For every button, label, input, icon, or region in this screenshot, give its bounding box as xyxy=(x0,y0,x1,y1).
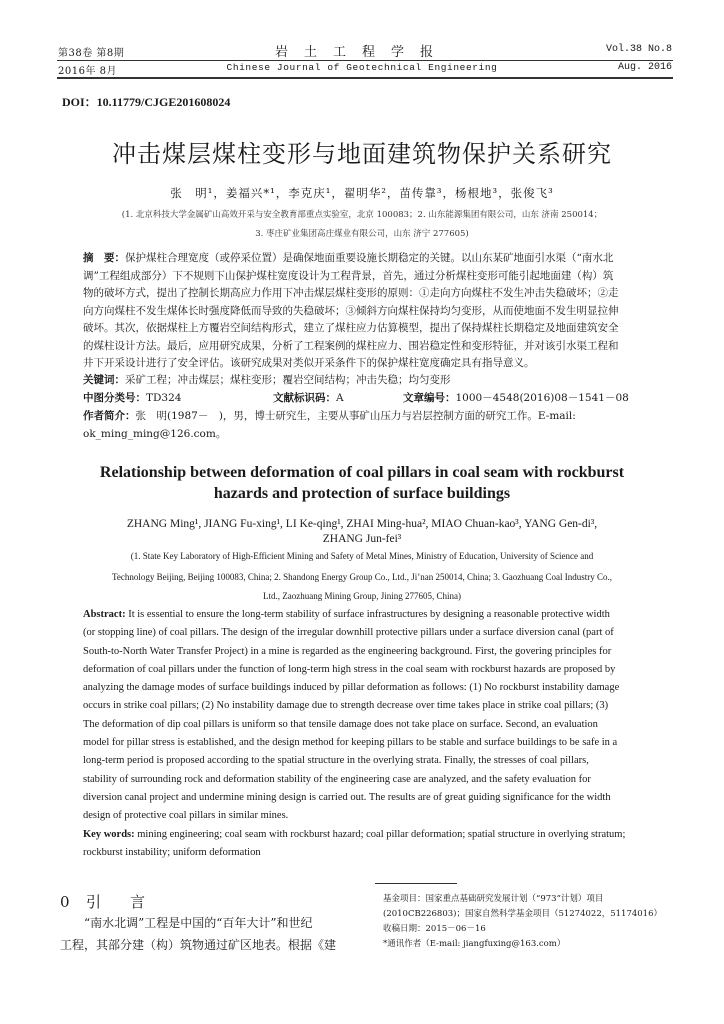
affiliation-cn-line: 3. 枣庄矿业集团高庄煤业有限公司，山东 济宁 277605) xyxy=(255,229,469,239)
affiliation-cn-line: (1. 北京科技大学金属矿山高效开采与安全教育部重点实验室，北京 100083；2. 山东能源集团有限公司，山东 济南 250014； xyxy=(121,210,603,220)
abstract-en-line: occurs in strike coal pillars; (2) No instability damage due to strength decrease over time takes place in strike coal pillars; (3) xyxy=(83,700,609,712)
footnote-received: 收稿日期：2015－06－16 xyxy=(383,924,486,934)
classification-row xyxy=(83,390,673,405)
abstract-en-line: Abstract: It is essential to ensure the long-term stability of surface infrastructures by designing a reasonable protective width xyxy=(83,609,610,620)
section-heading xyxy=(60,891,147,912)
section-title-char: 引 xyxy=(86,893,104,911)
article-id-label: 文章编号： xyxy=(403,392,456,404)
abstract-en-line: South-to-North Water Transfer Project) in a mine is regarded as the engineering background. First, the govering principles for xyxy=(83,645,612,657)
author-bio-label: 作者简介： xyxy=(83,410,136,422)
doc-code-value: A xyxy=(336,392,344,404)
article-id-value: 1000－4548(2016)08－1541－08 xyxy=(455,392,629,404)
abstract-cn-line: 向方向煤柱不发生煤体长时强度降低而导致的失稳破坏；③倾斜方向煤柱保持均匀变形，从而使地面不发生明显拉伸 xyxy=(83,304,619,317)
footnote-corresponding: *通讯作者（E-mail: jiangfuxing@163.com） xyxy=(383,939,566,949)
doc-code-label: 文献标识码： xyxy=(273,392,336,404)
affiliation-en-line: Ltd., Zaozhuang Mining Group, Jining 277605, China) xyxy=(263,591,461,601)
intro-line: 工程，其部分建（构）筑物通过矿区地表。根据《建 xyxy=(60,938,337,952)
doi: DOI：10.11779/CJGE201608024 xyxy=(62,95,231,109)
abstract-en xyxy=(83,606,673,826)
header-date-en: Aug. 2016 xyxy=(617,62,672,73)
intro-paragraph xyxy=(60,912,362,956)
header-rule-thin xyxy=(57,60,673,61)
abstract-en-line: design of protective coal pillars in similar mines. xyxy=(83,810,289,822)
abstract-en-line: stability of surrounding rock and deformation stability of the engineering case are analyzed, and the safety evaluation for xyxy=(83,773,591,785)
section-title-char: 言 xyxy=(130,893,148,911)
title-en-line: hazards and protection of surface buildings xyxy=(213,485,511,502)
abstract-en-line: analyzing the damage modes of surface buildings induced by pillar deformation as follows: (1) No rockburst instability damage xyxy=(83,682,620,694)
abstract-en-line: The deformation of dip coal pillars is uniform so that tensile damage does not take place on surface. Second, an evaluation xyxy=(83,718,598,730)
abstract-en-line: deformation of coal pillars under the function of long-term high stress in the coal seam with rockburst hazards are proposed by xyxy=(83,663,616,675)
keywords-cn xyxy=(83,372,673,387)
intro-line: “南水北调”工程是中国的“百年大计”和世纪 xyxy=(60,916,313,930)
section-number: 0 xyxy=(60,893,72,911)
abstract-cn-label: 摘 要： xyxy=(83,252,125,264)
author-bio-line: 张 明(1987－ )，男，博士研究生，主要从事矿山压力与岩层控制方面的研究工作。E-mail: xyxy=(135,410,576,422)
keywords-en-line: rockburst instability; uniform deformation xyxy=(83,847,261,858)
footnote-fund: 基金项目：国家重点基础研究发展计划（“973”计划）项目 xyxy=(383,894,604,904)
title-cn: 冲击煤层煤柱变形与地面建筑物保护关系研究 xyxy=(112,140,612,168)
header-volume-issue-cn: 第38卷 第8期 xyxy=(58,48,125,59)
affiliation-en-line: Technology Beijing, Beijing 100083, China; 2. Shandong Energy Group Co., Ltd., Ji’nan 250014, China; 3. Gaozhuang Coal Industry Co., xyxy=(112,572,612,582)
abstract-cn-line: 物的破坏方式，提出了控制长期高应力作用下冲击煤层煤柱变形的原则：①走向方向煤柱不发生冲击失稳破坏；②走 xyxy=(83,287,619,299)
authors-en-line: ZHANG Ming¹, JIANG Fu-xing¹, LI Ke-qing¹, ZHAI Ming-hua², MIAO Chuan-kao³, YANG Gen-di³, xyxy=(126,518,598,530)
authors-cn: 张 明¹，姜福兴*¹，李克庆¹，翟明华²，苗传靠³，杨根地³，张俊飞³ xyxy=(170,186,554,200)
abstract-en-line: (or stopping line) of coal pillars. The design of the irregular downhill protective pillars under a surface diversion canal (part of xyxy=(83,627,614,639)
header-rule-thick xyxy=(57,77,673,79)
clc-label: 中图分类号： xyxy=(83,392,146,404)
abstract-en-line: model for pillar stress is established, and the design method for keeping pillars to be stable and surface buildings to be safe in a xyxy=(83,737,618,749)
keywords-cn-label: 关键词： xyxy=(83,374,125,386)
abstract-cn-line: 调”工程组成部分）下不规则下山保护煤柱宽度设计为工程背景，首先，通过分析煤柱变形可能引起地面建（构）筑 xyxy=(83,269,614,282)
author-bio-email: ok_ming_ming@126.com。 xyxy=(83,428,227,440)
keywords-en-label: Key words: xyxy=(83,829,135,840)
abstract-en-label: Abstract: xyxy=(83,609,126,620)
footnotes xyxy=(383,892,673,952)
abstract-en-line: long-term period is proposed according to the spatial structure in the overlying strata. Finally, the stresses of coal pillars, xyxy=(83,755,589,767)
header-journal-cn: 岩土工程学报 xyxy=(274,45,449,60)
keywords-en xyxy=(83,826,673,862)
abstract-cn-line: 井下开采设计进行了安全评估。该研究成果对类似开采条件下的保护煤柱宽度确定具有指导意义。 xyxy=(83,357,535,369)
footnote-rule xyxy=(375,883,457,884)
header-year-month-cn: 2016年 8月 xyxy=(58,66,117,77)
title-en xyxy=(60,462,664,504)
keywords-cn-text: 采矿工程；冲击煤层；煤柱变形；覆岩空间结构；冲击失稳；均匀变形 xyxy=(125,374,451,386)
footnote-fund-cont: (2010CB226803)；国家自然科学基金项目（51274022，51174016） xyxy=(383,909,662,919)
clc-value: TD324 xyxy=(146,392,182,404)
abstract-cn-line: 的煤柱设计方法。最后，应用研究成果，分析了工程案例的煤柱应力、围岩稳定性和变形特征，并对该引水渠工程和 xyxy=(83,339,619,352)
abstract-cn-line: 破坏。其次，依据煤柱上方覆岩空间结构形式，建立了煤柱应力估算模型，提出了保持煤柱长期稳定及地面建筑安全 xyxy=(83,322,619,334)
abstract-cn-line: 摘 要：保护煤柱合理宽度（或停采位置）是确保地面重要设施长期稳定的关键。以山东某矿地面引水渠（“南水北 xyxy=(83,252,614,264)
title-en-line: Relationship between deformation of coal pillars in coal seam with rockburst xyxy=(99,464,625,481)
header-journal-en: Chinese Journal of Geotechnical Engineering xyxy=(226,62,498,73)
affiliation-en-line: (1. State Key Laboratory of High-Efficient Mining and Safety of Metal Mines, Ministry of Education, University of Science and xyxy=(130,551,594,561)
abstract-en-line: diversion canal project and undermine mining design is carried out. The results are of great guiding significance for the width xyxy=(83,791,611,803)
abstract-cn xyxy=(83,250,673,373)
header-volume-issue-en: Vol.38 No.8 xyxy=(605,44,672,55)
author-bio xyxy=(83,408,673,423)
authors-en-line: ZHANG Jun-fei³ xyxy=(322,533,402,545)
keywords-en-line: Key words: mining engineering; coal seam with rockburst hazard; coal pillar deformation; spatial structure in overlying stratum; xyxy=(83,829,626,840)
